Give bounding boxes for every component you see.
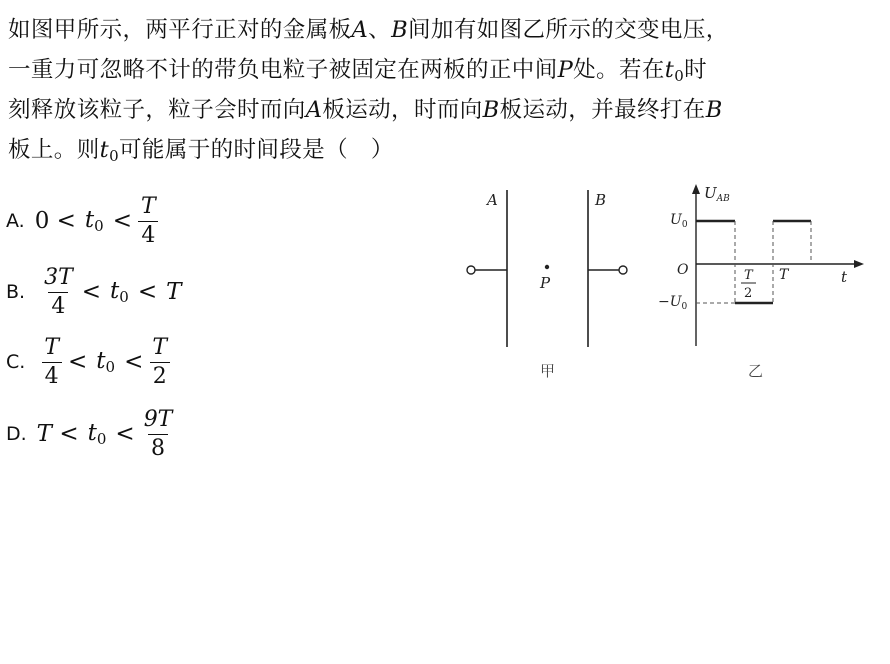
plate-a-symbol: A (351, 17, 369, 43)
fraction: $\frac{T}{4}$ (138, 193, 159, 250)
neg-u0-label: $-U_0$ (658, 294, 688, 312)
option-b[interactable]: B. $\frac{3T}{4}$ < $t_0$ < T (6, 264, 182, 319)
plate-a-label: A (487, 191, 498, 209)
terminal-a (467, 266, 475, 274)
x-axis-arrow (854, 260, 864, 268)
question-line-4: 板上。则$t_0$可能属于的时间段是（ ） (8, 137, 394, 165)
option-a-label: A. (6, 210, 25, 232)
x-axis-label: t (841, 268, 848, 286)
y-axis-arrow (692, 184, 700, 194)
point-p-label: P (540, 274, 551, 292)
t0-symbol: $t_0$ (99, 137, 120, 165)
figure-jia-caption: 甲 (540, 362, 556, 380)
point-p-symbol: P (557, 57, 574, 83)
origin-label: O (677, 262, 689, 278)
u0-label: $U_0$ (670, 212, 688, 230)
figure-yi-voltage-graph (650, 180, 875, 385)
option-b-label: B. (6, 281, 26, 303)
option-d-label: D. (6, 423, 27, 445)
option-a[interactable]: A. 0 < $t_0$ < $\frac{T}{4}$ (6, 186, 165, 256)
plate-b-symbol: B (391, 17, 409, 43)
t0-symbol: $t_0$ (664, 57, 685, 85)
option-d[interactable]: D. T < $t_0$ < $\frac{9T}{8}$ (6, 399, 181, 469)
question-line-3: 刻释放该粒子，粒子会时而向A板运动，时而向B板运动，并最终打在B (8, 97, 723, 123)
y-axis-label: $U_{AB}$ (704, 184, 730, 204)
question-line-2: 一重力可忽略不计的带负电粒子被固定在两板的正中间P处。若在$t_0$时 (8, 57, 708, 85)
option-c[interactable]: C. $\frac{T}{4}$ < $t_0$ < $\frac{T}{2}$ (6, 327, 176, 397)
fraction: $\frac{T}{2}$ (149, 334, 170, 391)
point-p-dot (545, 265, 549, 269)
dashed-guides (696, 221, 811, 303)
period-label: T (779, 267, 789, 283)
terminal-b (619, 266, 627, 274)
figure-yi-caption: 乙 (748, 362, 764, 380)
fraction: $\frac{9T}{8}$ (143, 406, 173, 461)
option-c-label: C. (6, 351, 26, 373)
plate-b-label: B (595, 191, 607, 209)
fraction: $\frac{3T}{4}$ (44, 264, 73, 319)
question-text (8, 10, 884, 170)
question-line-1: 如图甲所示，两平行正对的金属板A、B间加有如图乙所示的交变电压， (8, 17, 729, 43)
half-period-den: 2 (744, 286, 753, 301)
figure-jia-plates (455, 185, 645, 385)
half-period-num: T (744, 268, 753, 283)
fraction: $\frac{T}{4}$ (41, 334, 62, 391)
